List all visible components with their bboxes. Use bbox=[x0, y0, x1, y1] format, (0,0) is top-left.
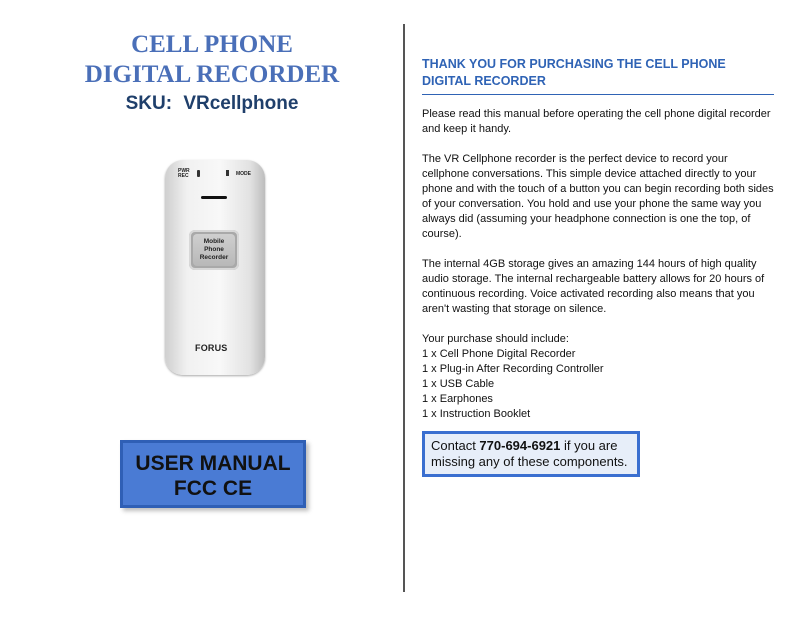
sku-line bbox=[0, 93, 424, 115]
paragraph-description: The VR Cellphone recorder is the perfect device to record your cellphone conversations. This simple device attached directly to your phone and with the touch of a button you can begin recording both sides of your conversation. You hold and use your phone the same way you always did (assuming your headphone connection is one the top, of course). bbox=[422, 153, 774, 240]
list-item: 1 x Earphones bbox=[422, 393, 493, 405]
device-mode-label: MODE bbox=[236, 171, 251, 177]
device-button-label bbox=[193, 234, 235, 266]
section-heading: THANK YOU FOR PURCHASING THE CELL PHONE DIGITAL RECORDER bbox=[422, 56, 774, 95]
device-brand-logo: FORUS bbox=[195, 343, 228, 353]
device-led bbox=[197, 170, 200, 177]
manual-line-1: USER MANUAL bbox=[135, 452, 291, 475]
contact-box bbox=[422, 431, 640, 477]
device-button-line-3: Recorder bbox=[199, 254, 229, 261]
device-slot bbox=[201, 196, 227, 199]
list-item: 1 x Cell Phone Digital Recorder bbox=[422, 348, 576, 360]
sku-label: SKU: bbox=[125, 93, 178, 114]
manual-line-2: FCC CE bbox=[173, 477, 253, 500]
contents-list bbox=[422, 332, 774, 422]
contact-prefix: Contact bbox=[431, 438, 480, 453]
title-line-1: CELL PHONE bbox=[131, 31, 293, 58]
device-button-line-1: Mobile bbox=[203, 238, 225, 245]
column-divider bbox=[403, 24, 405, 592]
contact-phone-number: 770-694-6921 bbox=[479, 438, 561, 453]
intro-column bbox=[422, 56, 774, 422]
list-item: 1 x USB Cable bbox=[422, 378, 495, 390]
user-manual-box bbox=[120, 440, 306, 508]
contact-suffix: if you are missing any of these components. bbox=[431, 438, 628, 469]
recorder-device-image bbox=[165, 160, 265, 375]
device-indicator-label: PWR REC bbox=[178, 168, 190, 179]
paragraph-storage: The internal 4GB storage gives an amazing 144 hours of high quality audio storage. The internal rechargeable battery allows for 20 hours of continuous recording. Voice activated recording also means that you aren't wasting that storage on silence. bbox=[422, 258, 765, 315]
device-mode-switch bbox=[226, 170, 229, 176]
list-item: 1 x Plug-in After Recording Controller bbox=[422, 363, 604, 375]
paragraph-intro: Please read this manual before operating the cell phone digital recorder and keep it handy. bbox=[422, 108, 771, 135]
sku-value: VRcellphone bbox=[183, 93, 299, 114]
list-intro: Your purchase should include: bbox=[422, 333, 569, 345]
list-item: 1 x Instruction Booklet bbox=[422, 408, 531, 420]
device-record-button bbox=[189, 230, 239, 270]
device-button-line-2: Phone bbox=[204, 246, 224, 253]
title-line-2: DIGITAL RECORDER bbox=[84, 61, 340, 88]
